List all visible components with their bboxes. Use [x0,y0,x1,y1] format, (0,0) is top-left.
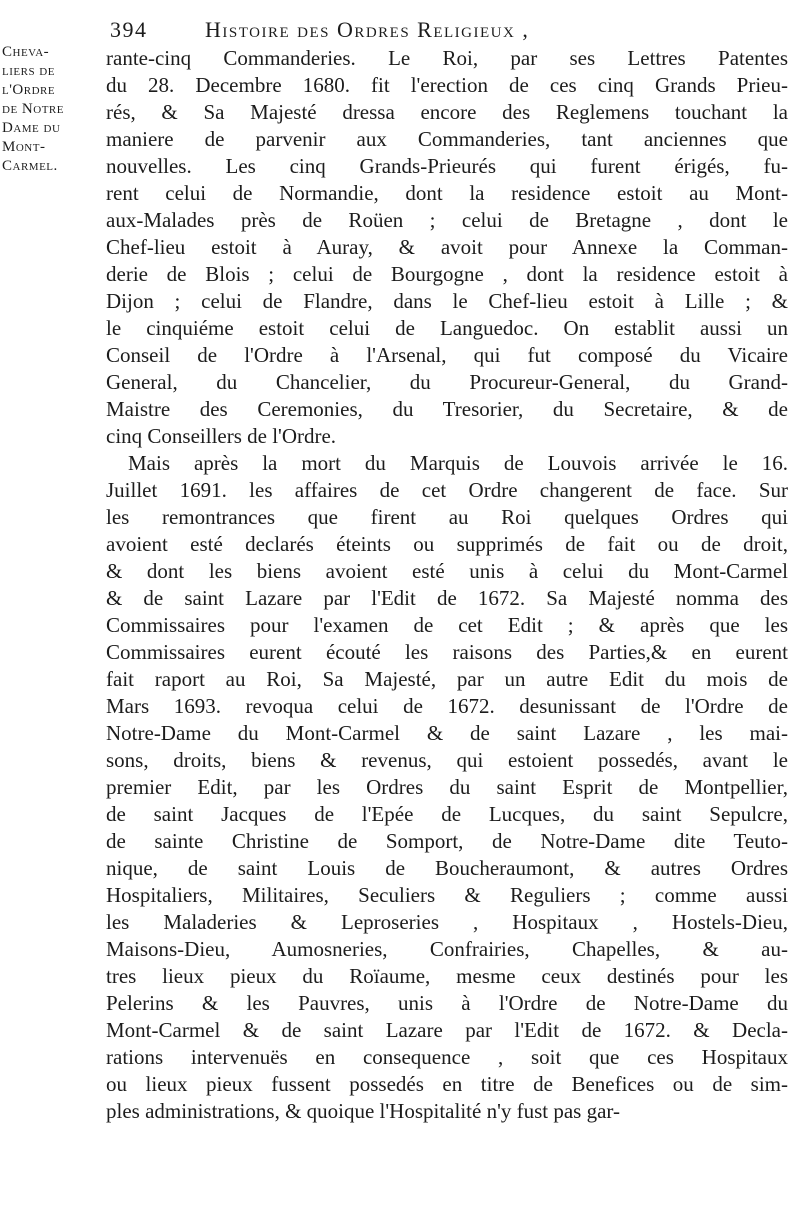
text-line: ples administrations, & quoique l'Hospitalité n'y fust pas gar- [106,1099,620,1123]
margin-note-line: l'Ordre [2,82,56,98]
text-line: cinq Conseillers de l'Ordre. [106,424,337,448]
text-line: General, du Chancelier, du Procureur-General, du Grand- [106,370,788,394]
text-line: maniere de parvenir aux Commanderies, tant anciennes que [106,127,788,151]
text-line: de sainte Christine de Somport, de Notre-Dame dite Teuto- [106,829,788,853]
margin-note-line: liers de [2,63,55,79]
text-line: Maisons-Dieu, Aumosneries, Confrairies, Chapelles, & au- [106,937,788,961]
text-line: nouvelles. Les cinq Grands-Prieurés qui furent érigés, fu- [106,154,788,178]
margin-note-line: Carmel. [2,158,58,174]
text-line: Mont-Carmel & de saint Lazare par l'Edit de 1672. & Decla- [106,1018,788,1042]
text-line: derie de Blois ; celui de Bourgogne , dont la residence estoit à [106,262,788,286]
text-line: ou lieux pieux fussent possedés en titre de Benefices ou de sim- [106,1072,788,1096]
text-line: Juillet 1691. les affaires de cet Ordre changerent de face. Sur [106,478,788,502]
text-line: Dijon ; celui de Flandre, dans le Chef-lieu estoit à Lille ; & [106,289,788,313]
text-line: du 28. Decembre 1680. fit l'erection de ces cinq Grands Prieu- [106,73,788,97]
text-line: & de saint Lazare par l'Edit de 1672. Sa Majesté nomma des [106,586,788,610]
text-line: tres lieux pieux du Roïaume, mesme ceux destinés pour les [106,964,788,988]
text-line: Notre-Dame du Mont-Carmel & de saint Lazare , les mai- [106,721,788,745]
text-line: sons, droits, biens & revenus, qui estoient possedés, avant le [106,748,788,772]
text-line: Mais après la mort du Marquis de Louvois arrivée le 16. [128,451,788,475]
text-line: Conseil de l'Ordre à l'Arsenal, qui fut composé du Vicaire [106,343,788,367]
text-line: premier Edit, par les Ordres du saint Esprit de Montpellier, [106,775,788,799]
text-line: rante-cinq Commanderies. Le Roi, par ses Lettres Patentes [106,46,788,70]
text-line: Maistre des Ceremonies, du Tresorier, du Secretaire, & de [106,397,788,421]
text-line: aux-Malades près de Roüen ; celui de Bretagne , dont le [106,208,788,232]
text-line: avoient esté declarés éteints ou supprimés de fait ou de droit, [106,532,788,556]
text-line: & dont les biens avoient esté unis à celui du Mont-Carmel [106,559,788,583]
text-line: Commissaires pour l'examen de cet Edit ; & après que les [106,613,788,637]
margin-note-line: Dame du [2,120,61,136]
text-line: rent celui de Normandie, dont la residence estoit au Mont- [106,181,788,205]
page-number: 394 [110,17,148,42]
text-line: Hospitaliers, Militaires, Seculiers & Reguliers ; comme aussi [106,883,788,907]
margin-note-line: Cheva- [2,44,50,60]
margin-note-line: Mont- [2,139,46,155]
text-line: rés, & Sa Majesté dressa encore des Reglemens touchant la [106,100,788,124]
text-line: Pelerins & les Pauvres, unis à l'Ordre de Notre-Dame du [106,991,788,1015]
running-title: Histoire des Ordres Religieux , [205,17,530,42]
text-line: Commissaires eurent écouté les raisons des Parties,& en eurent [106,640,788,664]
text-line: de saint Jacques de l'Epée de Lucques, du saint Sepulcre, [106,802,788,826]
text-line: fait raport au Roi, Sa Majesté, par un autre Edit du mois de [106,667,788,691]
text-line: rations intervenuës en consequence , soit que ces Hospitaux [106,1045,788,1069]
text-line: nique, de saint Louis de Boucheraumont, & autres Ordres [106,856,788,880]
text-line: les Maladeries & Leproseries , Hospitaux , Hostels-Dieu, [106,910,788,934]
text-line: le cinquiéme estoit celui de Languedoc. On establit aussi un [106,316,788,340]
text-line: Mars 1693. revoqua celui de 1672. desunissant de l'Ordre de [106,694,788,718]
text-line: Chef-lieu estoit à Auray, & avoit pour Annexe la Comman- [106,235,788,259]
margin-note [2,43,98,176]
margin-note-line: de Notre [2,101,64,117]
text-line: les remontrances que firent au Roi quelques Ordres qui [106,505,788,529]
body-text [106,45,788,1125]
